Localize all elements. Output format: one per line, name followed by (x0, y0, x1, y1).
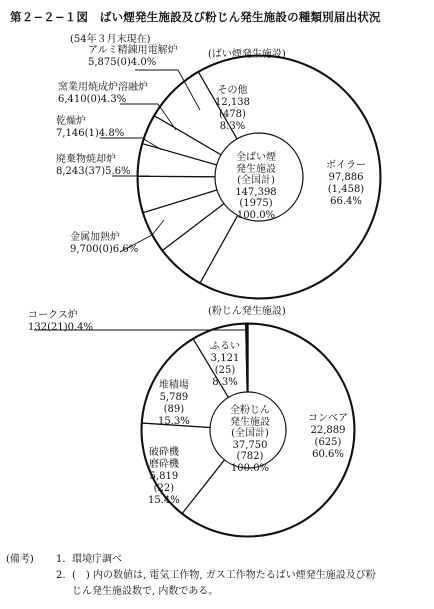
note-number: 1. (56, 554, 66, 565)
section-label-dust: (粉じん発生施設) (208, 306, 286, 317)
pie-center-label-smoke: 全ばい煙 発生施設 (全国計) 147,398 (1975) 100.0% (235, 152, 277, 221)
slice-label-boiler: ボイラー 97,886 (1,458) 66.4% (326, 160, 366, 207)
slice-label-sieve: ふるい 3,121 (25) 8.3% (210, 341, 240, 388)
pie-center-label-dust: 全粉じん 発生施設 (全国計) 37,750 (782) 100.0% (230, 405, 270, 474)
note-text: じん発生施設数で, 内数である。 (72, 586, 219, 597)
note-number: 2. (56, 570, 66, 581)
slice-label-crusher: 破砕機 磨砕機 5,819 (22) 15.4% (148, 447, 180, 506)
slice-label-drying-furnace: 乾燥炉 7,146(1)4.8% (56, 116, 125, 139)
slice-label-aluminum-furnace: アルミ精錬用電解炉 5,875(0)4.0% (88, 45, 178, 68)
note-text: 環境庁調べ (72, 554, 122, 565)
slice-label-conveyor: コンベア 22,889 (625) 60.6% (308, 413, 348, 460)
figure-title: 第２−２−１図 ばい煙発生施設及び粉じん発生施設の種類別届出状況 (10, 10, 381, 24)
note-text: ( ) 内の数値は, 電気工作物, ガス工作物たるばい煙発生施設及び粉 (72, 570, 376, 581)
slice-label-other: その他 12,138 (478) 8.3% (215, 85, 250, 132)
notes-heading: (備考) (6, 554, 34, 565)
slice-label-coke-oven: コークス炉 132(21)0.4% (28, 310, 94, 333)
figure-subtitle: (54年３月末現在) (70, 34, 151, 45)
slice-label-ceramic-kiln: 窯業用焼成炉溶融炉 6,410(0)4.3% (58, 82, 148, 105)
dust-facilities-pie (34, 324, 354, 536)
slice-label-stockpile: 堆積場 5,789 (89) 15.3% (158, 380, 190, 427)
section-label-smoke: (ばい煙発生施設) (208, 49, 286, 60)
slice-label-waste-incinerator: 廃棄物焼却炉 8,243(37)5.6% (56, 154, 131, 177)
slice-label-metal-heating-furnace: 金属加熱炉 9,700(0)6.6% (70, 232, 139, 255)
